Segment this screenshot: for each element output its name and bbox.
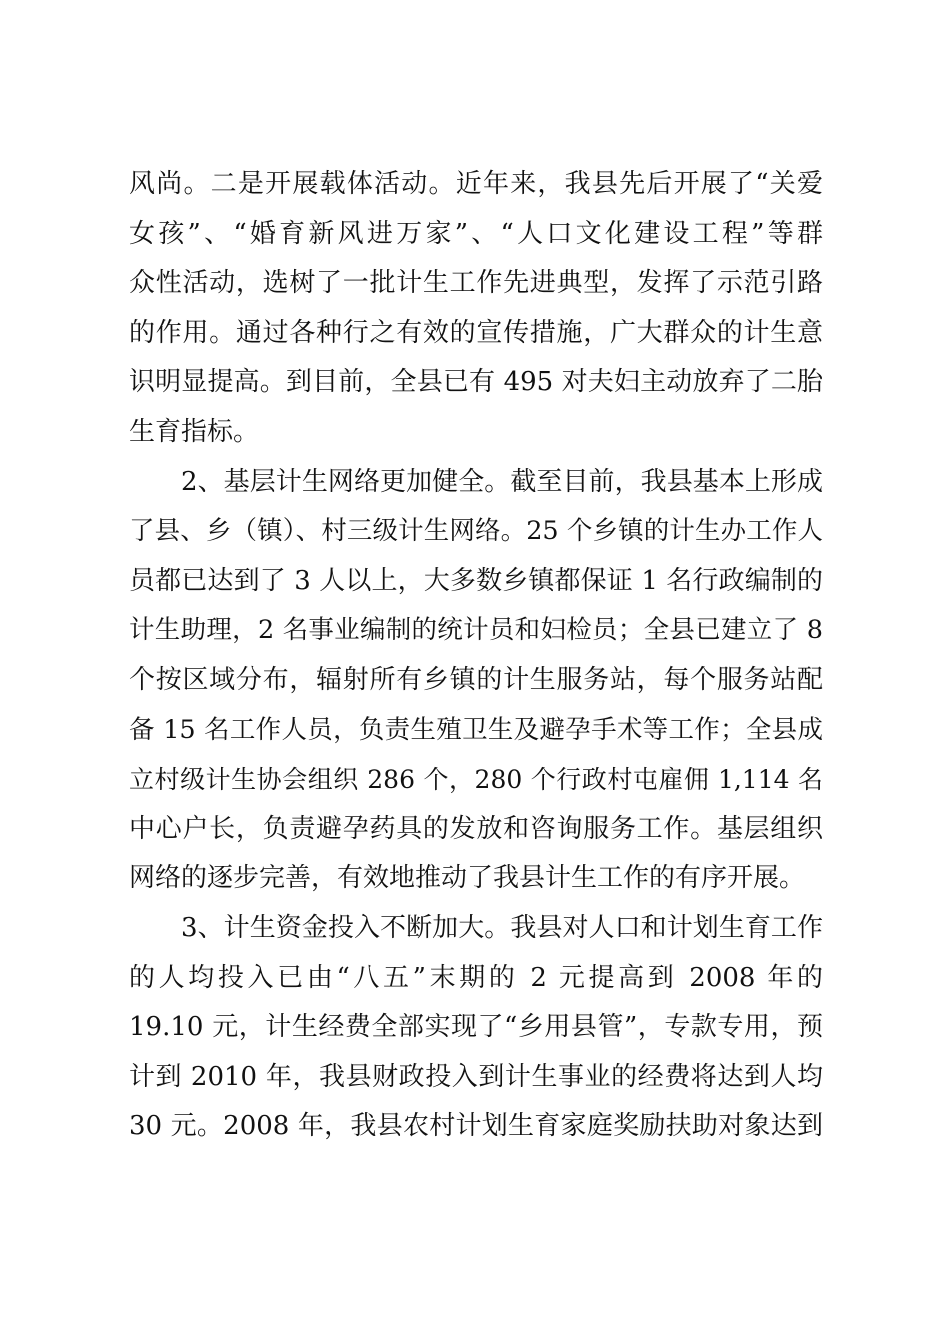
text-line: 的作用。通过各种行之有效的宣传措施，广大群众的计生意 (129, 317, 823, 348)
text-line: 19.10 元，计生经费全部实现了“乡用县管”，专款专用，预 (129, 1012, 823, 1043)
text-line: 的人均投入已由“八五”末期的 2 元提高到 2008 年的 (129, 962, 823, 993)
text-line: 备 15 名工作人员，负责生殖卫生及避孕手术等工作；全县成 (129, 714, 823, 745)
text-line: 计到 2010 年，我县财政投入到计生事业的经费将达到人均 (129, 1061, 823, 1092)
text-line: 个按区域分布，辐射所有乡镇的计生服务站，每个服务站配 (129, 664, 823, 695)
text-line: 生育指标。 (129, 416, 260, 447)
text-line: 中心户长，负责避孕药具的发放和咨询服务工作。基层组织 (129, 813, 823, 844)
text-line: 识明显提高。到目前，全县已有 495 对夫妇主动放弃了二胎 (129, 367, 823, 398)
text-line: 女孩”、“婚育新风进万家”、“人口文化建设工程”等群 (129, 218, 823, 249)
paragraph-3-first-line: 3、计生资金投入不断加大。我县对人口和计划生育工作 (181, 912, 823, 943)
text-line: 计生助理，2 名事业编制的统计员和妇检员；全县已建立了 8 (129, 615, 823, 646)
body-text (129, 160, 823, 1152)
text-line: 网络的逐步完善，有效地推动了我县计生工作的有序开展。 (129, 863, 806, 894)
paragraph-2-first-line: 2、基层计生网络更加健全。截至目前，我县基本上形成 (181, 466, 823, 497)
text-line: 员都已达到了 3 人以上，大多数乡镇都保证 1 名行政编制的 (129, 565, 823, 596)
text-line: 风尚。二是开展载体活动。近年来，我县先后开展了“关爱 (129, 169, 823, 199)
text-line: 众性活动，选树了一批计生工作先进典型，发挥了示范引路 (129, 268, 823, 299)
text-line: 了县、乡（镇）、村三级计生网络。25 个乡镇的计生办工作人 (129, 516, 823, 547)
text-line: 立村级计生协会组织 286 个，280 个行政村屯雇佣 1,114 名 (129, 765, 823, 795)
text-line: 30 元。2008 年，我县农村计划生育家庭奖励扶助对象达到 (129, 1111, 823, 1142)
